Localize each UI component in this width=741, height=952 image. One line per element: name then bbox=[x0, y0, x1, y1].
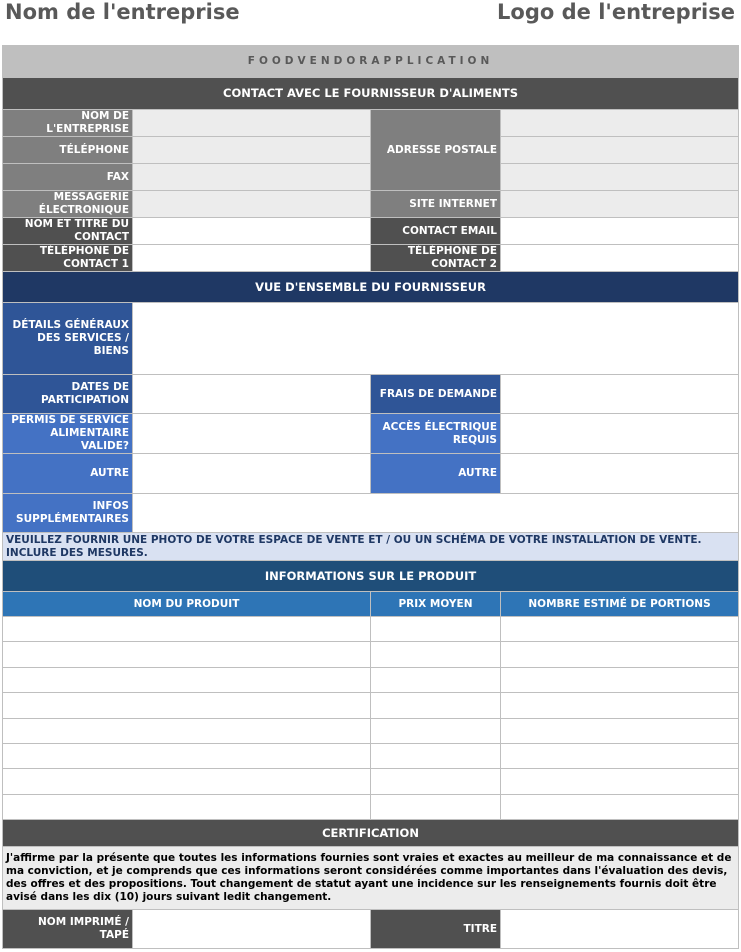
table-row bbox=[3, 743, 739, 768]
company-name-label: NOM DE L'ENTREPRISE bbox=[3, 110, 133, 137]
website-field[interactable] bbox=[501, 191, 739, 218]
portions-cell[interactable] bbox=[501, 743, 739, 768]
average-price-column-header: PRIX MOYEN bbox=[371, 592, 501, 617]
fees-label: FRAIS DE DEMANDE bbox=[371, 375, 501, 414]
extra-info-label: INFOS SUPPLÉMENTAIRES bbox=[3, 494, 133, 533]
other-field-1[interactable] bbox=[133, 454, 371, 494]
mailing-address-field-2[interactable] bbox=[501, 137, 739, 164]
contact-email-label: CONTACT EMAIL bbox=[371, 218, 501, 245]
table-row bbox=[3, 718, 739, 743]
product-name-cell[interactable] bbox=[3, 667, 371, 692]
general-details-field[interactable] bbox=[133, 303, 739, 375]
fees-field[interactable] bbox=[501, 375, 739, 414]
contact-phone1-field[interactable] bbox=[133, 245, 371, 272]
portions-cell[interactable] bbox=[501, 667, 739, 692]
email-label: MESSAGERIE ÉLECTRONIQUE bbox=[3, 191, 133, 218]
photo-note: VEUILLEZ FOURNIR UNE PHOTO DE VOTRE ESPACE DE VENTE ET / OU UN SCHÉMA DE VOTRE INSTALLATION DE VENTE. INCLURE DES MESURES. bbox=[3, 533, 739, 561]
certification-statement: J'affirme par la présente que toutes les informations fournies sont vraies et exactes au meilleur de ma connaissance et de ma conviction, et je comprends que ces informations seront considérées comme importantes dans l'évaluation des devis, des offres et des propositions. Tout changement de statut ayant une incidence sur les renseignements fournis doit être avisé dans les dix (10) jours suivant ledit changement. bbox=[3, 847, 739, 910]
product-name-column-header: NOM DU PRODUIT bbox=[3, 592, 371, 617]
phone-label: TÉLÉPHONE bbox=[3, 137, 133, 164]
average-price-cell[interactable] bbox=[371, 642, 501, 667]
mailing-address-label: ADRESSE POSTALE bbox=[371, 110, 501, 191]
certification-section-title: CERTIFICATION bbox=[3, 820, 739, 847]
table-row bbox=[3, 769, 739, 794]
portions-cell[interactable] bbox=[501, 617, 739, 642]
table-row bbox=[3, 794, 739, 819]
general-details-label: DÉTAILS GÉNÉRAUX DES SERVICES / BIENS bbox=[3, 303, 133, 375]
mailing-address-field-3[interactable] bbox=[501, 164, 739, 191]
product-name-cell[interactable] bbox=[3, 769, 371, 794]
average-price-cell[interactable] bbox=[371, 794, 501, 819]
fax-label: FAX bbox=[3, 164, 133, 191]
mailing-address-field-1[interactable] bbox=[501, 110, 739, 137]
fax-field[interactable] bbox=[133, 164, 371, 191]
portions-cell[interactable] bbox=[501, 769, 739, 794]
contact-phone2-label: TÉLÉPHONE DE CONTACT 2 bbox=[371, 245, 501, 272]
product-name-cell[interactable] bbox=[3, 794, 371, 819]
electric-field[interactable] bbox=[501, 414, 739, 454]
other-field-2[interactable] bbox=[501, 454, 739, 494]
average-price-cell[interactable] bbox=[371, 743, 501, 768]
permit-field[interactable] bbox=[133, 414, 371, 454]
product-name-cell[interactable] bbox=[3, 693, 371, 718]
table-row bbox=[3, 642, 739, 667]
permit-label: PERMIS DE SERVICE ALIMENTAIRE VALIDE? bbox=[3, 414, 133, 454]
overview-section-title: VUE D'ENSEMBLE DU FOURNISSEUR bbox=[3, 272, 739, 303]
other-label-1: AUTRE bbox=[3, 454, 133, 494]
product-name-cell[interactable] bbox=[3, 743, 371, 768]
contact-section-title: CONTACT AVEC LE FOURNISSEUR D'ALIMENTS bbox=[3, 78, 739, 110]
portions-cell[interactable] bbox=[501, 693, 739, 718]
email-field[interactable] bbox=[133, 191, 371, 218]
average-price-cell[interactable] bbox=[371, 718, 501, 743]
form-title: FOODVENDORAPPLICATION bbox=[3, 46, 739, 78]
product-name-cell[interactable] bbox=[3, 617, 371, 642]
average-price-cell[interactable] bbox=[371, 769, 501, 794]
portions-cell[interactable] bbox=[501, 718, 739, 743]
company-logo-placeholder: Logo de l'entreprise bbox=[497, 0, 735, 24]
table-row bbox=[3, 693, 739, 718]
average-price-cell[interactable] bbox=[371, 617, 501, 642]
contact-phone2-field[interactable] bbox=[501, 245, 739, 272]
dates-label: DATES DE PARTICIPATION bbox=[3, 375, 133, 414]
portions-cell[interactable] bbox=[501, 642, 739, 667]
vendor-application-form bbox=[2, 45, 739, 949]
contact-name-field[interactable] bbox=[133, 218, 371, 245]
extra-info-field[interactable] bbox=[133, 494, 739, 533]
printed-name-field[interactable] bbox=[133, 910, 371, 949]
contact-phone1-label: TÉLÉPHONE DE CONTACT 1 bbox=[3, 245, 133, 272]
table-row bbox=[3, 667, 739, 692]
contact-email-field[interactable] bbox=[501, 218, 739, 245]
average-price-cell[interactable] bbox=[371, 693, 501, 718]
product-name-cell[interactable] bbox=[3, 642, 371, 667]
products-section-title: INFORMATIONS SUR LE PRODUIT bbox=[3, 561, 739, 592]
table-row bbox=[3, 617, 739, 642]
company-name-field[interactable] bbox=[133, 110, 371, 137]
company-name-heading: Nom de l'entreprise bbox=[5, 0, 240, 24]
website-label: SITE INTERNET bbox=[371, 191, 501, 218]
portions-cell[interactable] bbox=[501, 794, 739, 819]
signer-title-field[interactable] bbox=[501, 910, 739, 949]
other-label-2: AUTRE bbox=[371, 454, 501, 494]
phone-field[interactable] bbox=[133, 137, 371, 164]
electric-label: ACCÈS ÉLECTRIQUE REQUIS bbox=[371, 414, 501, 454]
average-price-cell[interactable] bbox=[371, 667, 501, 692]
signer-title-label: TITRE bbox=[371, 910, 501, 949]
contact-name-label: NOM ET TITRE DU CONTACT bbox=[3, 218, 133, 245]
product-name-cell[interactable] bbox=[3, 718, 371, 743]
portions-column-header: NOMBRE ESTIMÉ DE PORTIONS bbox=[501, 592, 739, 617]
dates-field[interactable] bbox=[133, 375, 371, 414]
printed-name-label: NOM IMPRIMÉ / TAPÉ bbox=[3, 910, 133, 949]
